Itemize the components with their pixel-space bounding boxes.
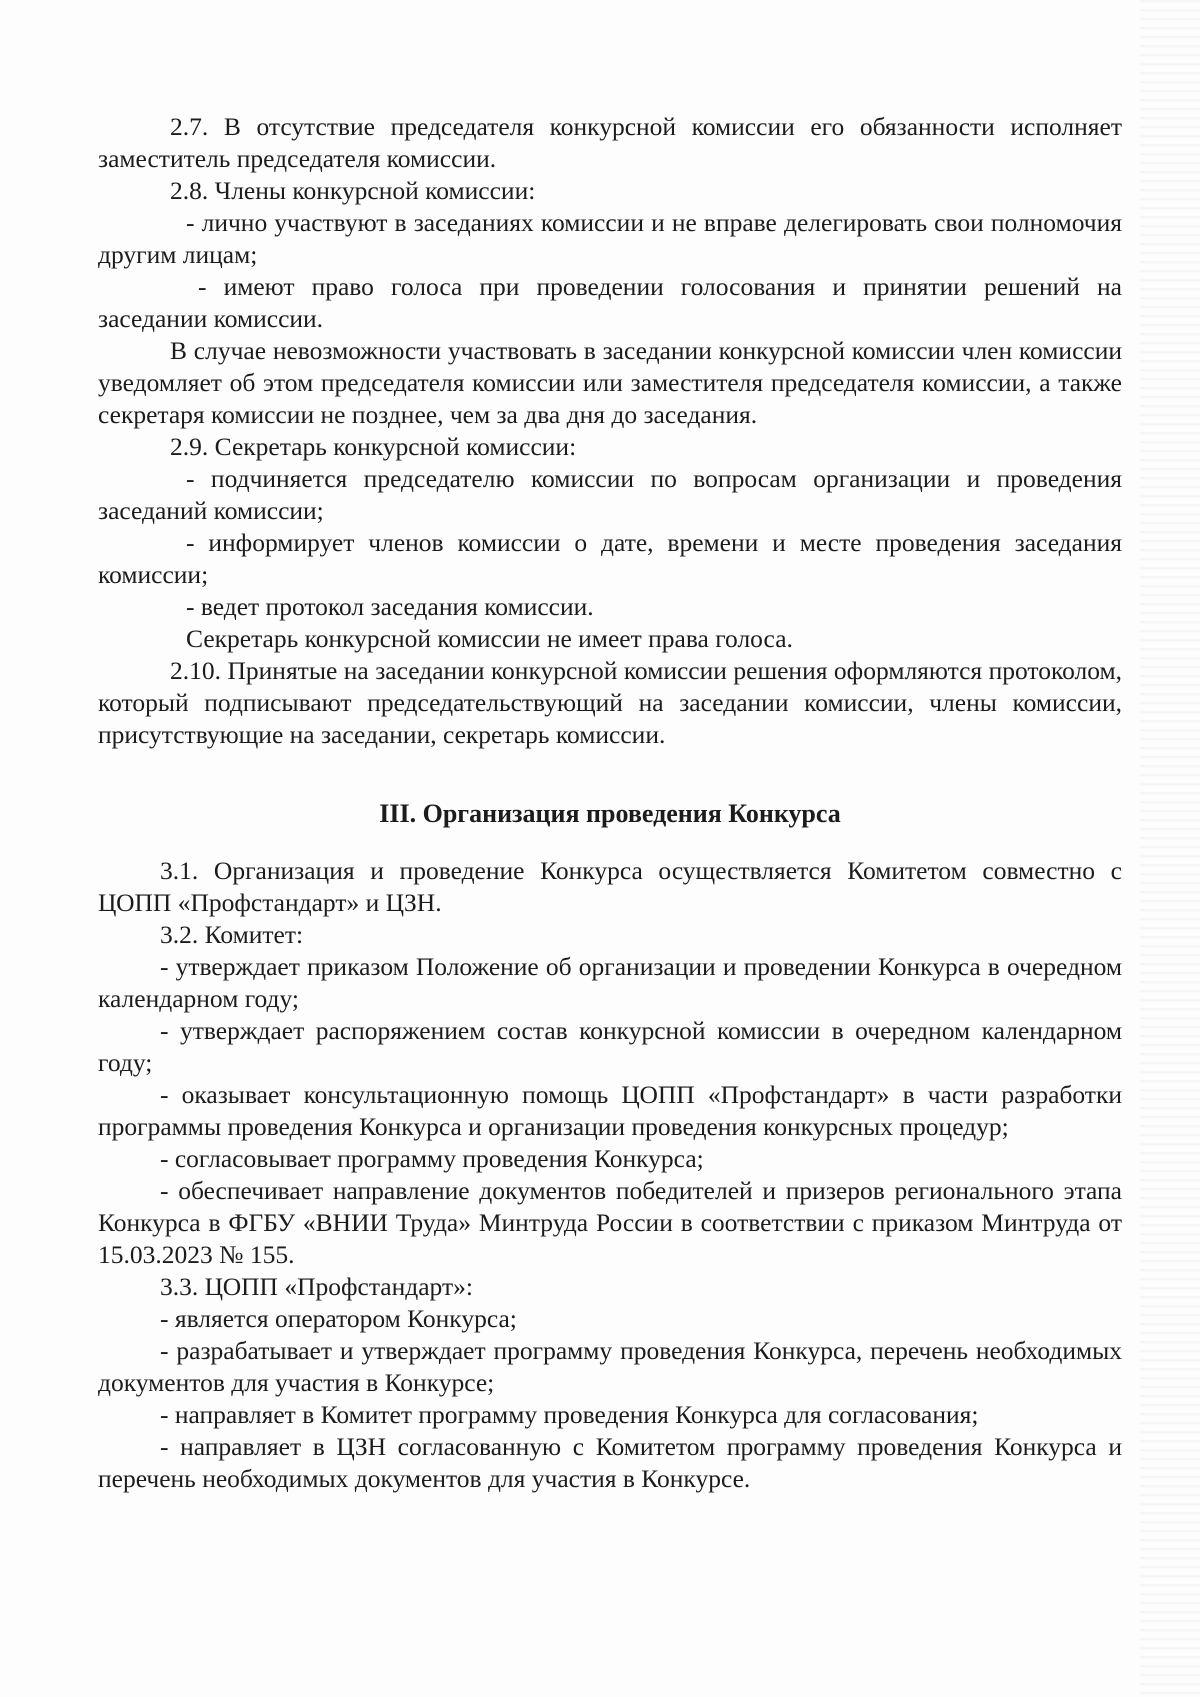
paragraph: 3.2. Комитет: — [160, 920, 304, 949]
paragraph: - подчиняется председателю комиссии по вопросам организации и проведения заседаний комиссии; — [98, 464, 1122, 525]
section-3-paragraphs — [98, 855, 1122, 1495]
paragraph: 2.8. Члены конкурсной комиссии: — [170, 176, 536, 205]
paragraph: Секретарь конкурсной комиссии не имеет права голоса. — [186, 624, 793, 653]
paragraph: - информирует членов комиссии о дате, времени и месте проведения заседания комиссии; — [98, 528, 1122, 589]
document-body — [98, 111, 1122, 1495]
paragraph: 3.1. Организация и проведение Конкурса осуществляется Комитетом совместно с ЦОПП «Профстандарт» и ЦЗН. — [98, 856, 1122, 917]
paragraph: 3.3. ЦОПП «Профстандарт»: — [160, 1272, 473, 1301]
paragraph: - обеспечивает направление документов победителей и призеров регионального этапа Конкурса в ФГБУ «ВНИИ Труда» Минтруда России в соответствии с приказом Минтруда от 15.03.2023 № 155. — [98, 1176, 1122, 1269]
paragraph: - ведет протокол заседания комиссии. — [186, 592, 594, 621]
paragraph: - согласовывает программу проведения Конкурса; — [160, 1144, 704, 1173]
section-2-paragraphs — [98, 111, 1122, 751]
paragraph: - разрабатывает и утверждает программу проведения Конкурса, перечень необходимых документов для участия в Конкурсе; — [98, 1336, 1122, 1397]
section-3-heading: III. Организация проведения Конкурса — [379, 799, 841, 828]
scan-edge-noise — [1140, 0, 1200, 1697]
paragraph: - имеют право голоса при проведении голосования и принятии решений на заседании комиссии. — [98, 272, 1122, 333]
paragraph: В случае невозможности участвовать в заседании конкурсной комиссии член комиссии уведомляет об этом председателя комиссии или заместителя председателя комиссии, а также секретаря комиссии не позднее, чем за два дня до заседания. — [98, 336, 1122, 429]
paragraph: - оказывает консультационную помощь ЦОПП «Профстандарт» в части разработки программы проведения Конкурса и организации проведения конкурсных процедур; — [98, 1080, 1122, 1141]
paragraph: - направляет в ЦЗН согласованную с Комитетом программу проведения Конкурса и перечень необходимых документов для участия в Конкурсе. — [98, 1432, 1122, 1493]
paragraph: 2.10. Принятые на заседании конкурсной комиссии решения оформляются протоколом, который подписывают председательствующий на заседании комиссии, члены комиссии, присутствующие на заседании, секретарь комиссии. — [98, 656, 1122, 749]
paragraph: - лично участвуют в заседаниях комиссии и не вправе делегировать свои полномочия другим лицам; — [98, 208, 1122, 269]
paragraph: - утверждает распоряжением состав конкурсной комиссии в очередном календарном году; — [98, 1016, 1122, 1077]
paragraph: - является оператором Конкурса; — [160, 1304, 517, 1333]
paragraph: - направляет в Комитет программу проведения Конкурса для согласования; — [160, 1400, 979, 1429]
paragraph: 2.7. В отсутствие председателя конкурсной комиссии его обязанности исполняет заместитель председателя комиссии. — [98, 112, 1122, 173]
paragraph: 2.9. Секретарь конкурсной комиссии: — [170, 432, 577, 461]
paragraph: - утверждает приказом Положение об организации и проведении Конкурса в очередном календарном году; — [98, 952, 1122, 1013]
